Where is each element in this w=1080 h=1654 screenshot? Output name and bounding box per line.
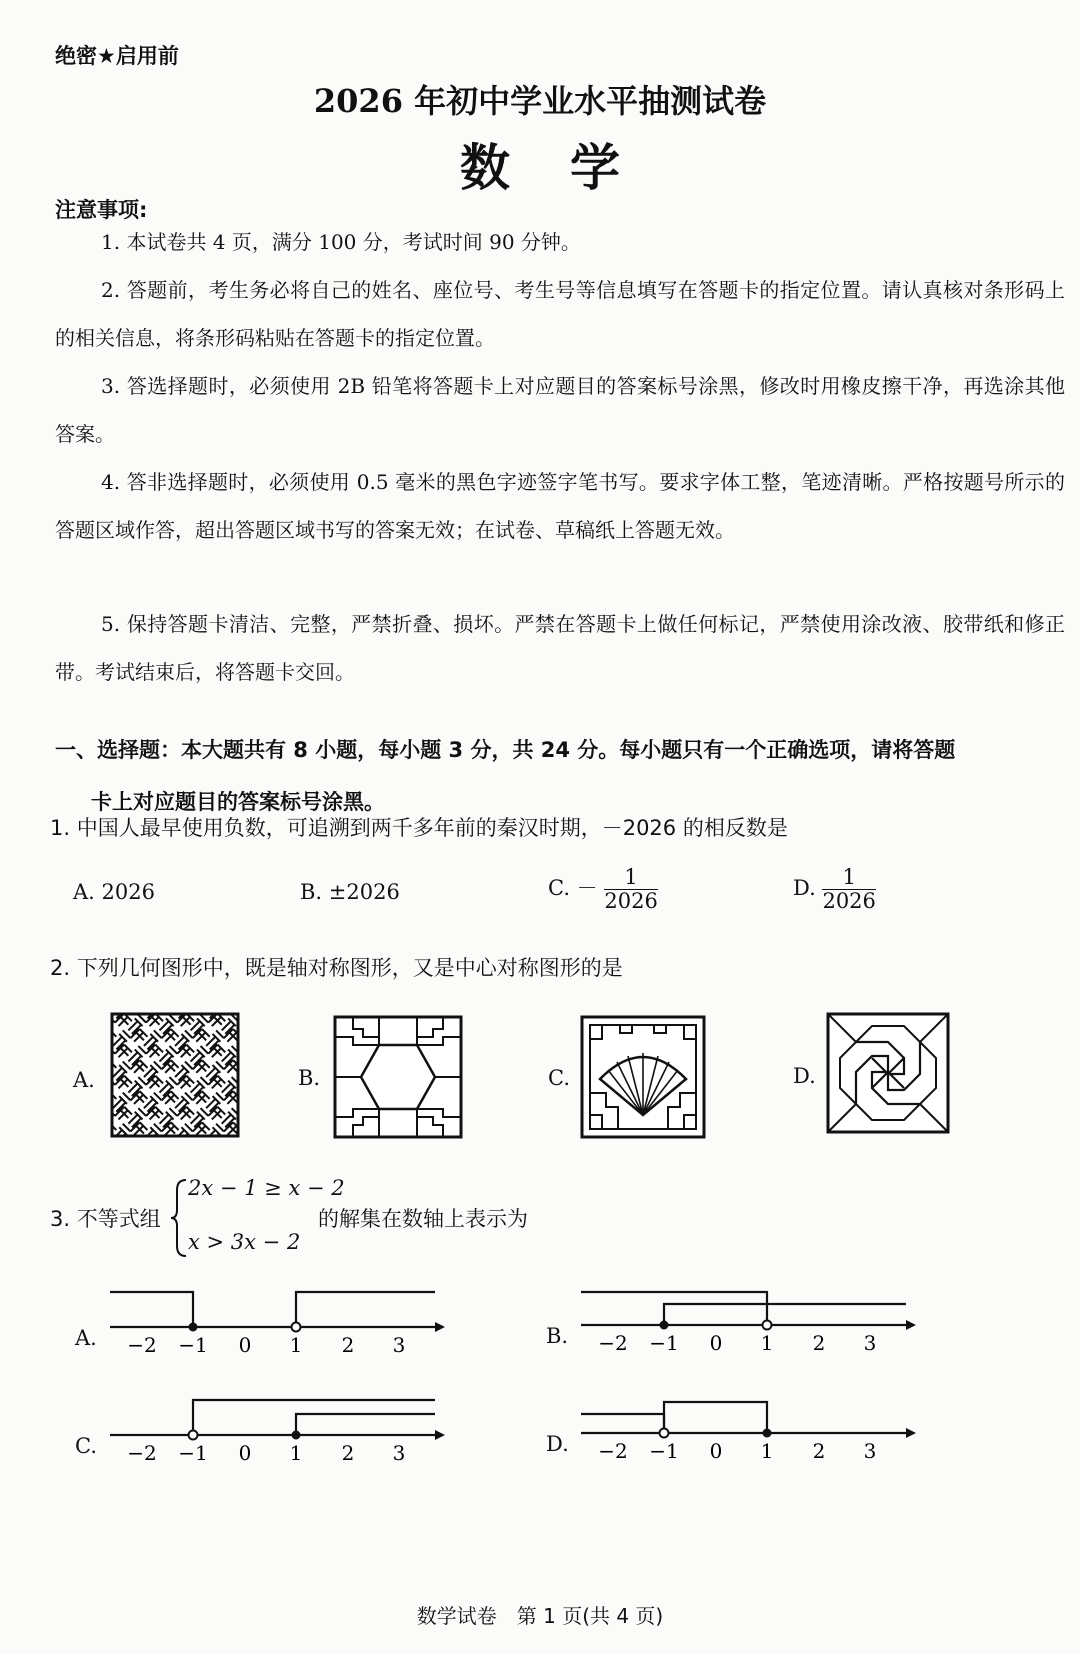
number-line-a (105, 1282, 450, 1362)
q2-option-d-label: D. (793, 1064, 816, 1088)
tick-label: 1 (760, 1331, 774, 1355)
q1-option-c (548, 866, 658, 913)
question-3-stem-suffix: 的解集在数轴上表示为 (318, 1207, 528, 1231)
section-heading-line2: 卡上对应题目的答案标号涂黑。 (91, 790, 385, 814)
figure-d-interlocked-pattern (826, 1012, 950, 1134)
q3-option-a-label: A. (75, 1326, 97, 1350)
number-line-d (576, 1388, 921, 1468)
q3-option-b-label: B. (546, 1324, 569, 1348)
notes-heading: 注意事项: (55, 198, 148, 222)
inequality-1: 2x − 1 ≥ x − 2 (188, 1176, 345, 1200)
note-item: 1. 本试卷共 4 页，满分 100 分，考试时间 90 分钟。 (101, 230, 581, 254)
tick-label: −1 (649, 1331, 679, 1355)
tick-label: 0 (709, 1331, 723, 1355)
denominator: 2026 (604, 889, 658, 914)
figure-b-hexagon-window (333, 1015, 463, 1139)
note-item: 2. 答题前，考生务必将自己的姓名、座位号、考生号等信息填写在答题卡的指定位置。请认真核对条形码上的相关信息，将条形码粘贴在答题卡的指定位置。 (55, 278, 1065, 350)
tick-label: 3 (863, 1331, 877, 1355)
question-1-stem: 1. 中国人最早使用负数，可追溯到两千多年前的秦汉时期，－2026 的相反数是 (50, 816, 788, 840)
numerator: 1 (822, 866, 875, 890)
section-heading-line1: 一、选择题：本大题共有 8 小题，每小题 3 分，共 24 分。每小题只有一个正确选项，请将答题 (55, 738, 956, 762)
tick-label: 1 (760, 1439, 774, 1463)
tick-label: 0 (709, 1439, 723, 1463)
tick-label: −2 (127, 1441, 157, 1465)
number-line-b (576, 1280, 921, 1360)
page-footer: 数学试卷 第 1 页(共 4 页) (416, 1604, 664, 1628)
tick-label: 2 (341, 1441, 355, 1465)
fraction (822, 866, 875, 913)
question-3-stem-prefix: 3. 不等式组 (50, 1207, 161, 1231)
tick-label: 0 (238, 1333, 252, 1357)
tick-label: −2 (127, 1333, 157, 1357)
number-line-c (105, 1390, 450, 1470)
tick-label: 1 (289, 1441, 303, 1465)
q1-option-b: B. ±2026 (300, 880, 400, 904)
figure-a-woven-lattice (110, 1012, 240, 1138)
tick-label: −2 (598, 1439, 628, 1463)
fraction (604, 866, 657, 913)
tick-label: 3 (392, 1333, 406, 1357)
tick-label: 3 (392, 1441, 406, 1465)
q1-option-c-label: C. － (548, 876, 598, 901)
subject-title: 数学 (460, 138, 680, 197)
q1-option-d (793, 866, 876, 913)
note-item: 5. 保持答题卡清洁、完整，严禁折叠、损坏。严禁在答题卡上做任何标记，严禁使用涂改液、胶带纸和修正带。考试结束后，将答题卡交回。 (55, 612, 1065, 684)
inequality-2: x > 3x − 2 (188, 1230, 301, 1254)
tick-label: 2 (812, 1331, 826, 1355)
q2-option-c-label: C. (548, 1066, 570, 1090)
tick-label: 2 (812, 1439, 826, 1463)
numerator: 1 (604, 866, 657, 890)
brace-icon (170, 1178, 188, 1258)
tick-label: 1 (289, 1333, 303, 1357)
q2-option-a-label: A. (73, 1068, 95, 1092)
tick-label: −1 (178, 1441, 208, 1465)
exam-title: 2026 年初中学业水平抽测试卷 (313, 82, 767, 120)
q1-option-a: A. 2026 (73, 880, 155, 904)
q3-option-d-label: D. (546, 1432, 569, 1456)
question-2-stem: 2. 下列几何图形中，既是轴对称图形，又是中心对称图形的是 (50, 956, 623, 980)
q3-option-c-label: C. (75, 1434, 97, 1458)
q2-option-b-label: B. (298, 1066, 321, 1090)
tick-label: 2 (341, 1333, 355, 1357)
q1-option-d-label: D. (793, 876, 816, 901)
tick-label: −1 (649, 1439, 679, 1463)
figure-c-fan-window (580, 1015, 706, 1139)
denominator: 2026 (822, 889, 876, 914)
note-item: 4. 答非选择题时，必须使用 0.5 毫米的黑色字迹签字笔书写。要求字体工整，笔迹清晰。严格按题号所示的答题区域作答，超出答题区域书写的答案无效；在试卷、草稿纸上答题无效。 (55, 470, 1065, 542)
tick-label: 0 (238, 1441, 252, 1465)
tick-label: −2 (598, 1331, 628, 1355)
tick-label: 3 (863, 1439, 877, 1463)
confidential-mark: 绝密★启用前 (55, 44, 179, 68)
note-item: 3. 答选择题时，必须使用 2B 铅笔将答题卡上对应题目的答案标号涂黑，修改时用橡皮擦干净，再选涂其他答案。 (55, 374, 1065, 446)
tick-label: −1 (178, 1333, 208, 1357)
